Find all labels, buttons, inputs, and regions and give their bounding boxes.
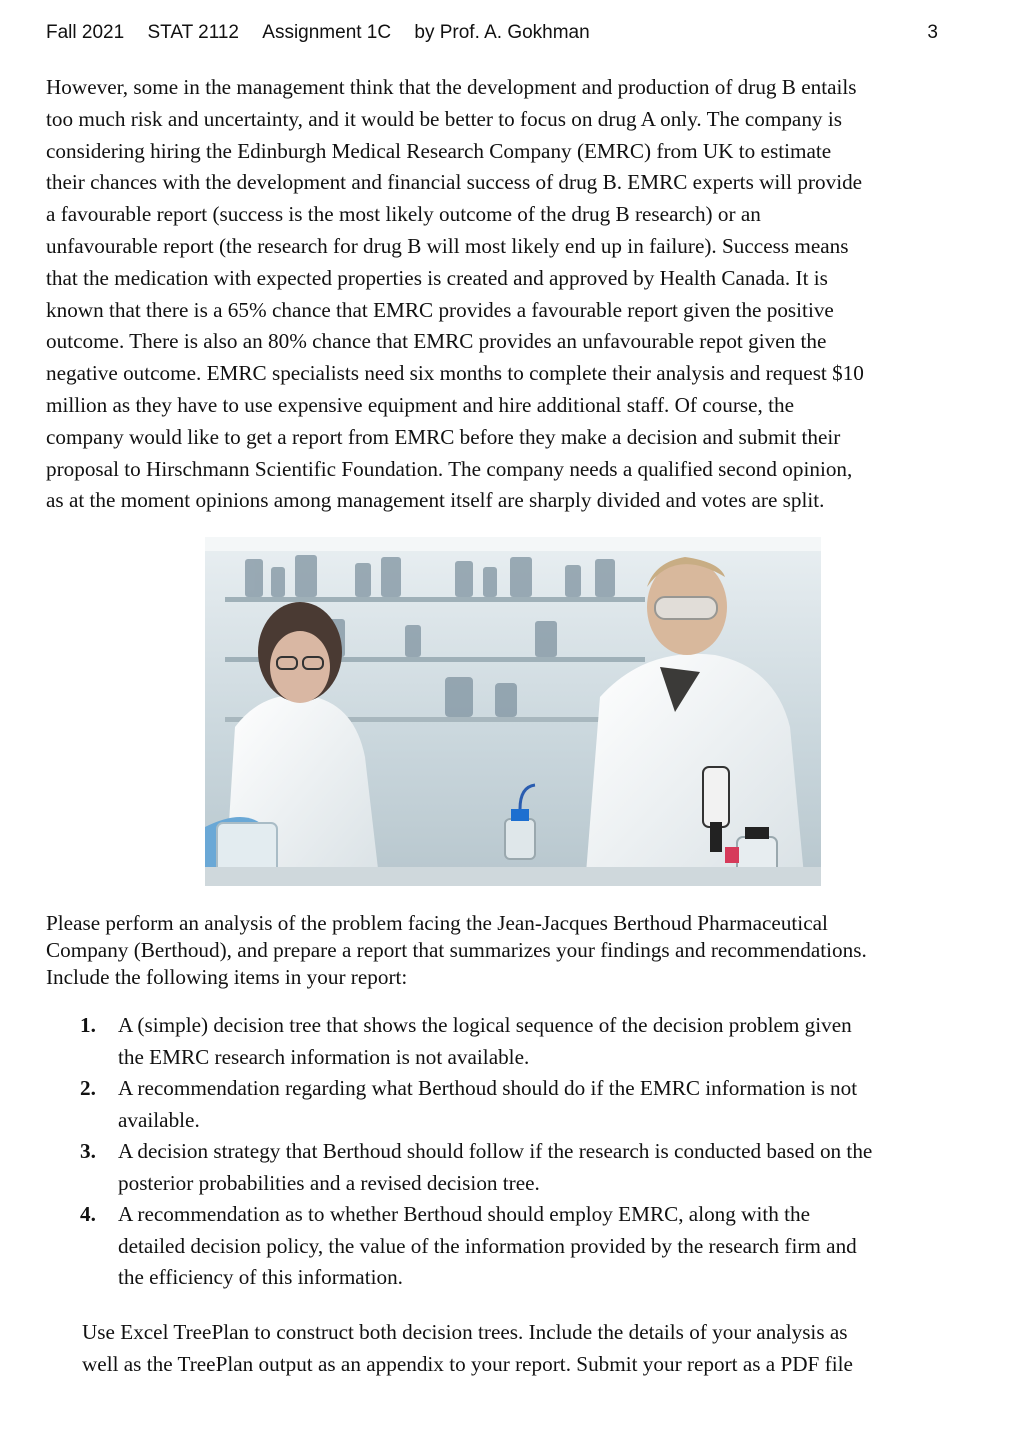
header-course: STAT 2112 [147, 22, 239, 43]
paragraph-line: unfavourable report (the research for drug B will most likely end up in failure). Success means [46, 233, 849, 258]
paragraph-line: their chances with the development and financial success of drug B. EMRC experts will provide [46, 170, 863, 195]
item-number: 1. [80, 1013, 96, 1037]
paragraph-line: million as they have to use expensive equipment and hire additional staff. Of course, the [46, 392, 795, 417]
header-assignment: Assignment 1C [262, 22, 392, 43]
item-number: 2. [80, 1076, 96, 1100]
paragraph-line: Use Excel TreePlan to construct both decision trees. Include the details of your analysis as [82, 1320, 848, 1344]
item-line: detailed decision policy, the value of the information provided by the research firm and [118, 1233, 857, 1258]
header-author: by Prof. A. Gokhman [414, 22, 590, 43]
list-item [80, 1199, 990, 1294]
list-item [80, 1010, 990, 1073]
report-items-list [80, 1010, 990, 1294]
list-item [80, 1136, 990, 1199]
item-line: posterior probabilities and a revised decision tree. [118, 1170, 540, 1195]
page-number: 3 [927, 22, 938, 43]
paragraph-line: a favourable report (success is the most likely outcome of the drug B research) or an [46, 202, 761, 227]
item-line: the EMRC research information is not available. [118, 1044, 530, 1069]
paragraph-line: company would like to get a report from EMRC before they make a decision and submit their [46, 424, 841, 449]
page-header [46, 20, 938, 46]
header-term: Fall 2021 [46, 22, 125, 43]
item-line: available. [118, 1107, 200, 1132]
list-item [80, 1073, 990, 1136]
item-line: the efficiency of this information. [118, 1265, 403, 1289]
item-line: A recommendation regarding what Berthoud should do if the EMRC information is not [118, 1076, 858, 1100]
paragraph-intro [46, 72, 976, 517]
item-number: 3. [80, 1139, 96, 1163]
paragraph-instructions [46, 910, 986, 991]
lab-scientists-photo [205, 537, 821, 886]
item-number: 4. [80, 1202, 96, 1226]
paragraph-line: negative outcome. EMRC specialists need six months to complete their analysis and request $10 [46, 361, 864, 386]
paragraph-line: too much risk and uncertainty, and it would be better to focus on drug A only. The company is [46, 106, 842, 131]
paragraph-line: as at the moment opinions among management itself are sharply divided and votes are split. [46, 488, 825, 513]
item-line: A recommendation as to whether Berthoud should employ EMRC, along with the [118, 1202, 811, 1226]
item-line: A (simple) decision tree that shows the logical sequence of the decision problem given [118, 1013, 852, 1037]
paragraph-line: that the medication with expected properties is created and approved by Health Canada. It is [46, 265, 828, 290]
paragraph-line: Include the following items in your report: [46, 965, 408, 989]
paragraph-line: considering hiring the Edinburgh Medical Research Company (EMRC) from UK to estimate [46, 138, 832, 163]
paragraph-line: outcome. There is also an 80% chance that EMRC provides an unfavourable repot given the [46, 329, 827, 354]
item-line: A decision strategy that Berthoud should follow if the research is conducted based on the [118, 1139, 873, 1163]
paragraph-submission [82, 1316, 982, 1380]
paragraph-line: known that there is a 65% chance that EMRC provides a favourable report given the positive [46, 297, 834, 322]
paragraph-line: proposal to Hirschmann Scientific Foundation. The company needs a qualified second opinion, [46, 456, 853, 481]
paragraph-line: well as the TreePlan output as an appendix to your report. Submit your report as a PDF file [82, 1352, 853, 1376]
paragraph-line: Company (Berthoud), and prepare a report that summarizes your findings and recommendations. [46, 938, 867, 962]
paragraph-line: However, some in the management think that the development and production of drug B entails [46, 75, 857, 99]
paragraph-line: Please perform an analysis of the problem facing the Jean-Jacques Berthoud Pharmaceutical [46, 911, 828, 935]
